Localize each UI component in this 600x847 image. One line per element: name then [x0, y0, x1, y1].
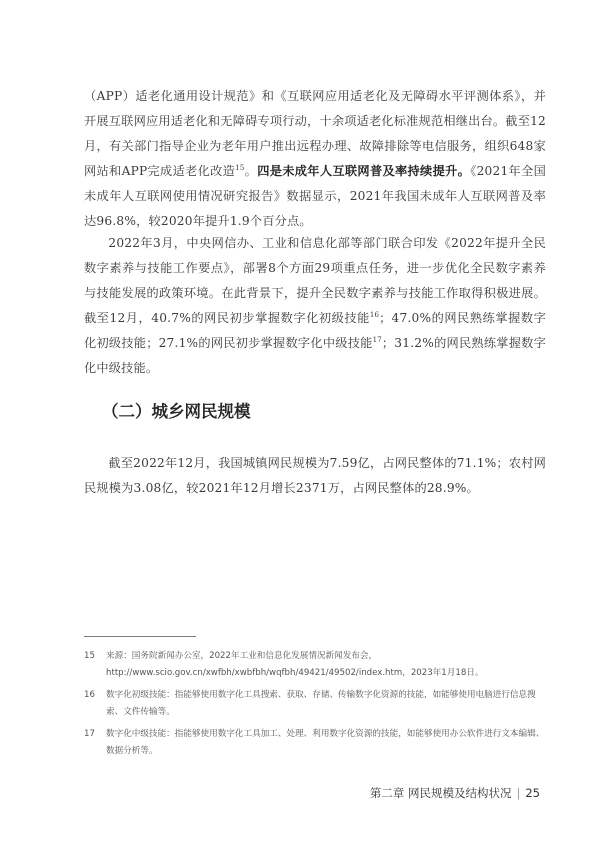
footnote-item: [84, 726, 549, 759]
footnote-ref[interactable]: 16: [369, 310, 380, 319]
paragraph-digital-literacy: [84, 231, 546, 381]
text-segment: ；31.2%的网民熟练掌握数字化中级技能。: [84, 336, 547, 375]
footnote-number: 16: [84, 690, 95, 700]
footnote-divider: [84, 636, 196, 637]
footnote-number: 15: [84, 651, 95, 661]
page-number: 25: [525, 786, 540, 800]
text-segment: ；47.0%的网民熟练掌握数字化初级技能；27.1%的网民初步掌握数字化中级技能: [84, 311, 547, 350]
footnote-ref[interactable]: 17: [372, 335, 382, 344]
text-segment: 2022年3月，中央网信办、工业和信息化部等部门联合印发《2022年提升全民数字素养与技能工作要点》，部署8个方面29项重点任务，进一步优化全民数字素养与技能发展的政策环境。在此背景下，提升全民数字素养与技能工作取得积极进展。截至12月，40.7%的网民初步掌握数字化初级技能: [84, 236, 546, 325]
section-heading: （二）城乡网民规模: [102, 402, 251, 421]
footnote-text: 数字化中级技能：指能够使用数字化工具加工、处理、利用数字化资源的技能，如能够使用办公软件进行文本编辑、数据分析等。: [106, 729, 545, 756]
page-footer: [370, 785, 540, 801]
footnote-text: 来源：国务院新闻办公室，2022年工业和信息化发展情况新闻发布会，http://www.scio.gov.cn/xwfbh/xwbfbh/wqfbh/49421/49502/index.htm，2023年1月18日。: [106, 651, 484, 678]
footnote-ref[interactable]: 15: [235, 163, 245, 172]
text-segment: 《2021年全国未成年人互联网使用情况研究报告》数据显示，2021年我国未成年人互联网普及率达96.8%，较2020年提升1.9个百分点。: [84, 164, 546, 228]
paragraph-accessibility: [84, 84, 546, 234]
footnote-text: 数字化初级技能：指能够使用数字化工具搜索、获取、存储、传输数字化资源的技能，如能够使用电脑进行信息搜索、文件传输等。: [106, 690, 536, 717]
bold-point: 四是未成年人互联网普及率持续提升。: [257, 164, 471, 178]
text-segment: （APP）适老化通用设计规范》和《互联网应用适老化及无障碍水平评测体系》，并开展互联网应用适老化和无障碍专项行动，十余项适老化标准规范相继出台。截至12月，有关部门指导企业为老年用户推出远程办理、故障排除等电信服务，组织648家网站和APP完成适老化改造: [84, 89, 546, 178]
footer-separator: |: [516, 786, 521, 800]
footnote-item: [84, 687, 549, 720]
footnotes: [84, 648, 549, 765]
footnote-number: 17: [84, 729, 95, 739]
text-segment: 。: [244, 164, 258, 178]
chapter-title: 第二章 网民规模及结构状况: [369, 786, 512, 800]
footnote-item: [84, 648, 549, 681]
paragraph-urban-rural: 截至2022年12月，我国城镇网民规模为7.59亿，占网民整体的71.1%；农村网民规模为3.08亿，较2021年12月增长2371万，占网民整体的28.9%。: [84, 456, 546, 495]
